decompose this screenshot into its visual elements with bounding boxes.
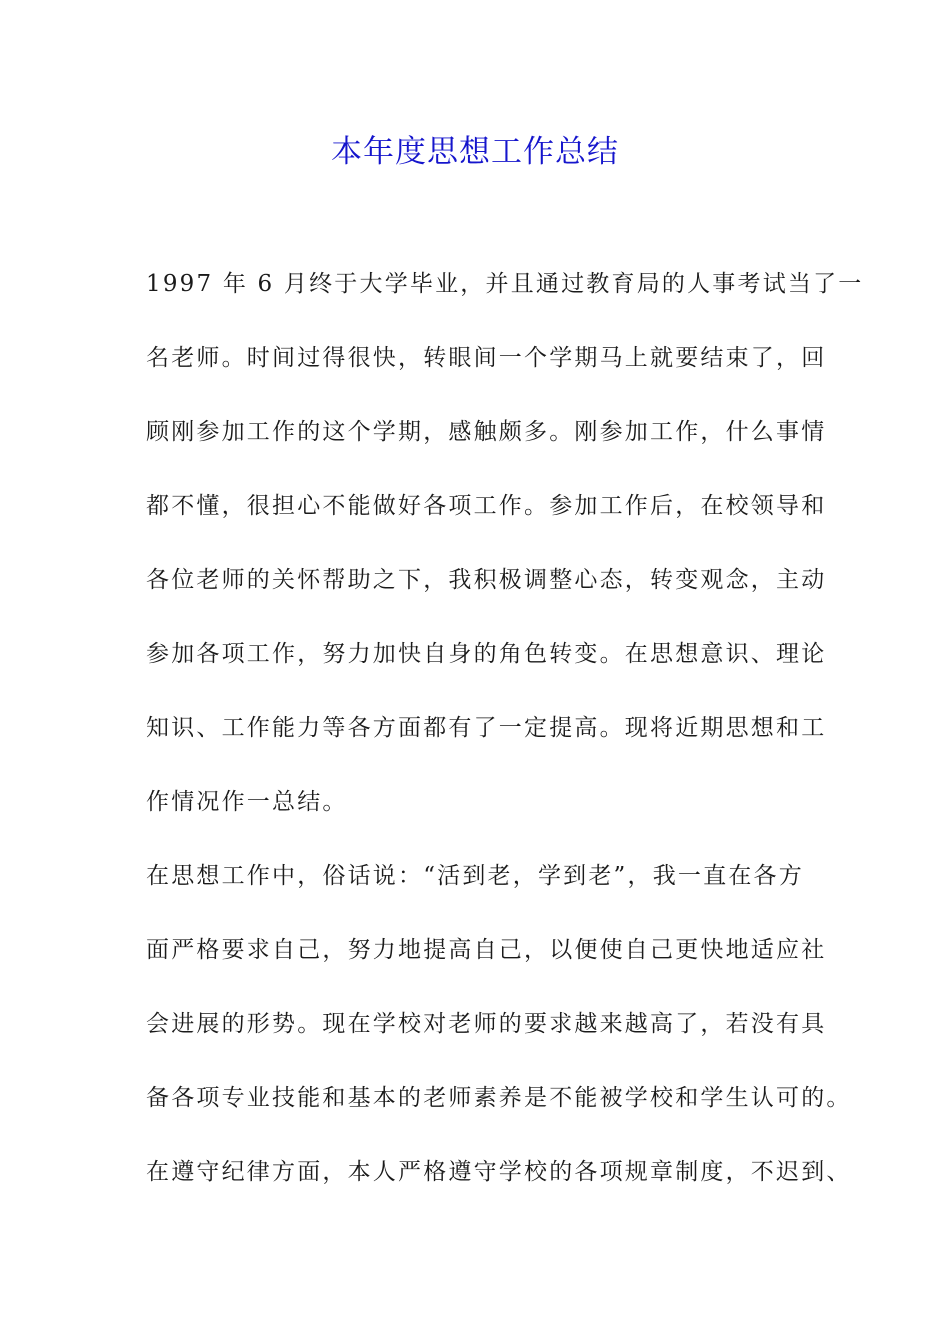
document-body [146,265,864,1227]
body-line: 面严格要求自己，努力地提高自己，以便使自己更快地适应社 [146,937,827,963]
body-line: 顾刚参加工作的这个学期，感触颇多。刚参加工作，什么事情 [146,419,827,445]
body-line: 名老师。时间过得很快，转眼间一个学期马上就要结束了，回 [146,345,827,371]
body-line: 各位老师的关怀帮助之下，我积极调整心态，转变观念，主动 [146,567,827,593]
body-line: 备各项专业技能和基本的老师素养是不能被学校和学生认可的。 [146,1085,852,1111]
body-line: 参加各项工作，努力加快自身的角色转变。在思想意识、理论 [146,641,827,667]
body-line: 作情况作一总结。 [146,789,348,815]
body-line: 会进展的形势。现在学校对老师的要求越来越高了，若没有具 [146,1011,827,1037]
body-line: 在遵守纪律方面，本人严格遵守学校的各项规章制度，不迟到、 [146,1159,852,1185]
body-line: 都不懂，很担心不能做好各项工作。参加工作后，在校领导和 [146,493,827,519]
body-line: 1997 年 6 月终于大学毕业，并且通过教育局的人事考试当了一 [146,271,864,297]
body-line: 知识、工作能力等各方面都有了一定提高。现将近期思想和工 [146,715,827,741]
document-title: 本年度思想工作总结 [331,134,619,170]
body-line: 在思想工作中，俗话说：“活到老，学到老”，我一直在各方 [146,863,804,889]
